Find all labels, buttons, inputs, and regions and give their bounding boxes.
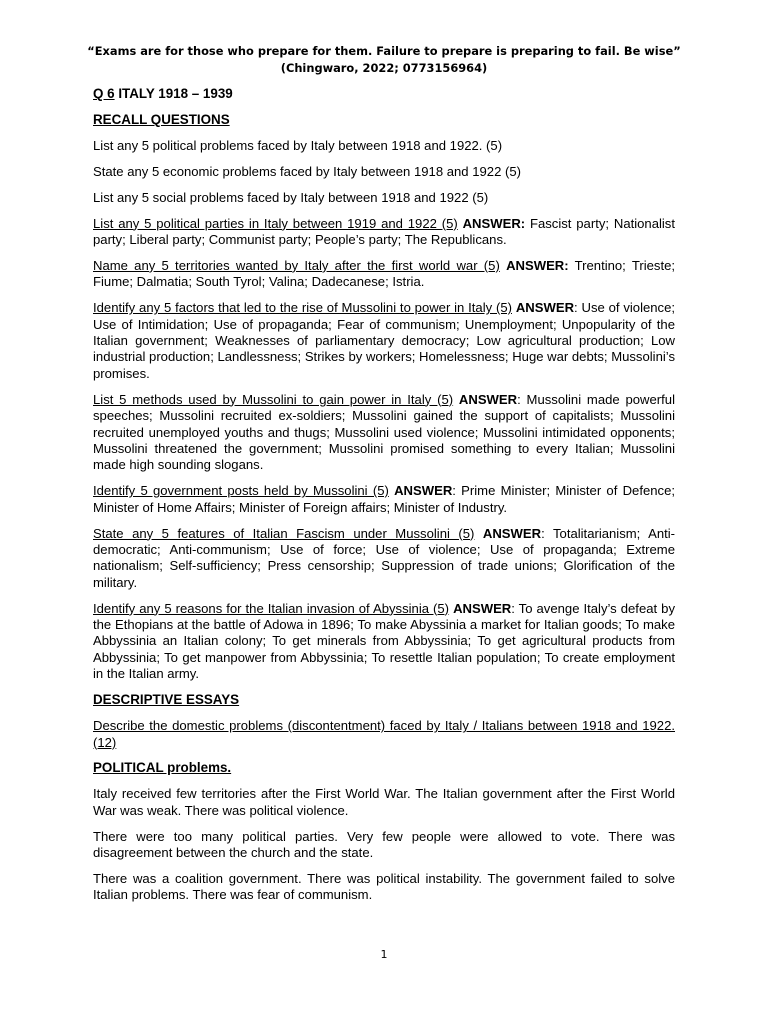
question-title (93, 86, 675, 102)
qa-question: Identify 5 government posts held by Mussolini (5) (93, 483, 389, 499)
qa-item (93, 483, 675, 516)
page-number: 1 (380, 948, 388, 961)
qa-answer: : To avenge Italy’s defeat by the Ethopians at the battle of Adowa in 1896; To make Abyssinia a market for Italian goods; To make Abbyssinia an Italian colony; To get minerals from Abbyssinia; To get agricultural products from Abbyssinia; To get manpower from Abbyssinia; To resettle Italian population; To create employment in the Italian army. (93, 600, 675, 682)
qa-item (93, 300, 675, 382)
recall-questions-heading: RECALL QUESTIONS (93, 111, 230, 127)
header-citation: (Chingwaro, 2022; 0773156964) (280, 61, 488, 75)
essay-paragraph: There were too many political parties. Very few people were allowed to vote. There was disagreement between the church and the state. (93, 828, 675, 861)
qa-question: Identify any 5 factors that led to the rise of Mussolini to power in Italy (5) (93, 300, 512, 316)
question-number: Q 6 (93, 86, 115, 101)
essay-question: Describe the domestic problems (discontentment) faced by Italy / Italians between 1918 and 1922. (12) (93, 718, 675, 750)
qa-question: Identify any 5 reasons for the Italian invasion of Abyssinia (5) (93, 600, 450, 616)
qa-answer: : Mussolini made powerful speeches; Mussolini recruited ex-soldiers; Mussolini gained the support of capitalists; Mussolini recruited unemployed youths and thugs; Mussolini used violence; Mussolini intimidated opponents; Mussolini threatened the government; Mussolini promised something to every Italian; Mussolini made high sounding slogans. (93, 391, 675, 473)
qa-item (93, 526, 675, 592)
qa-answer: : Use of violence; Use of Intimidation; Use of propaganda; Fear of communism; Unemployment; Unpopularity of the Italian government; Weaknesses of parliamentary democracy; Low agricultural production; Low industrial production; Landlessness; Strikes by workers; Homelessness; Huge war debts; Mussolini’s promises. (93, 300, 676, 381)
qa-answer: Fascist party; Nationalist party; Liberal party; Communist party; People’s party; The Republicans. (93, 215, 675, 247)
answer-label: ANSWER: (506, 257, 569, 273)
header-quote: “Exams are for those who prepare for them. Failure to prepare is preparing to fail. Be wise” (87, 44, 681, 58)
essay-paragraph: There was a coalition government. There was political instability. The government failed to solve Italian problems. There was fear of communism. (93, 870, 675, 903)
qa-item (93, 216, 675, 249)
document-body (93, 86, 675, 913)
question-topic: ITALY 1918 – 1939 (114, 86, 233, 101)
answer-label: ANSWER (482, 525, 542, 541)
recall-question: List any 5 political problems faced by Italy between 1918 and 1922. (5) (93, 137, 503, 153)
qa-answer: : Prime Minister; Minister of Defence; Minister of Home Affairs; Minister of Foreign affairs; Minister of Industry. (93, 483, 675, 515)
answer-label: ANSWER (394, 483, 453, 499)
qa-answer: : Totalitarianism; Anti-democratic; Anti-communism; Use of force; Use of violence; Use of propaganda; Extreme nationalism; Self-sufficiency; Press censorship; Suppression of trade unions; Glorification of the military. (93, 525, 676, 590)
answer-label: ANSWER (453, 600, 512, 616)
essay-paragraph: Italy received few territories after the First World War. The Italian government after the First World War was weak. There was political violence. (93, 786, 675, 818)
qa-question: State any 5 features of Italian Fascism under Mussolini (5) (93, 525, 475, 541)
qa-answer: Trentino; Trieste; Fiume; Dalmatia; South Tyrol; Valina; Dadecanese; Istria. (93, 257, 675, 290)
qa-item (93, 392, 675, 474)
answer-label: ANSWER: (462, 215, 526, 231)
qa-question: Name any 5 territories wanted by Italy after the first world war (5) (93, 257, 500, 273)
qa-item (93, 258, 675, 291)
recall-question: List any 5 social problems faced by Italy between 1918 and 1922 (5) (93, 189, 489, 205)
answer-label: ANSWER (515, 300, 575, 316)
descriptive-essays-heading: DESCRIPTIVE ESSAYS (93, 692, 240, 708)
political-problems-heading: POLITICAL problems. (93, 760, 232, 776)
header-quote-block (0, 43, 768, 77)
qa-item (93, 601, 675, 683)
qa-question: List 5 methods used by Mussolini to gain power in Italy (5) (93, 391, 454, 407)
recall-question: State any 5 economic problems faced by Italy between 1918 and 1922 (5) (93, 163, 521, 179)
answer-label: ANSWER (458, 391, 518, 407)
qa-question: List any 5 political parties in Italy between 1919 and 1922 (5) (93, 215, 458, 231)
